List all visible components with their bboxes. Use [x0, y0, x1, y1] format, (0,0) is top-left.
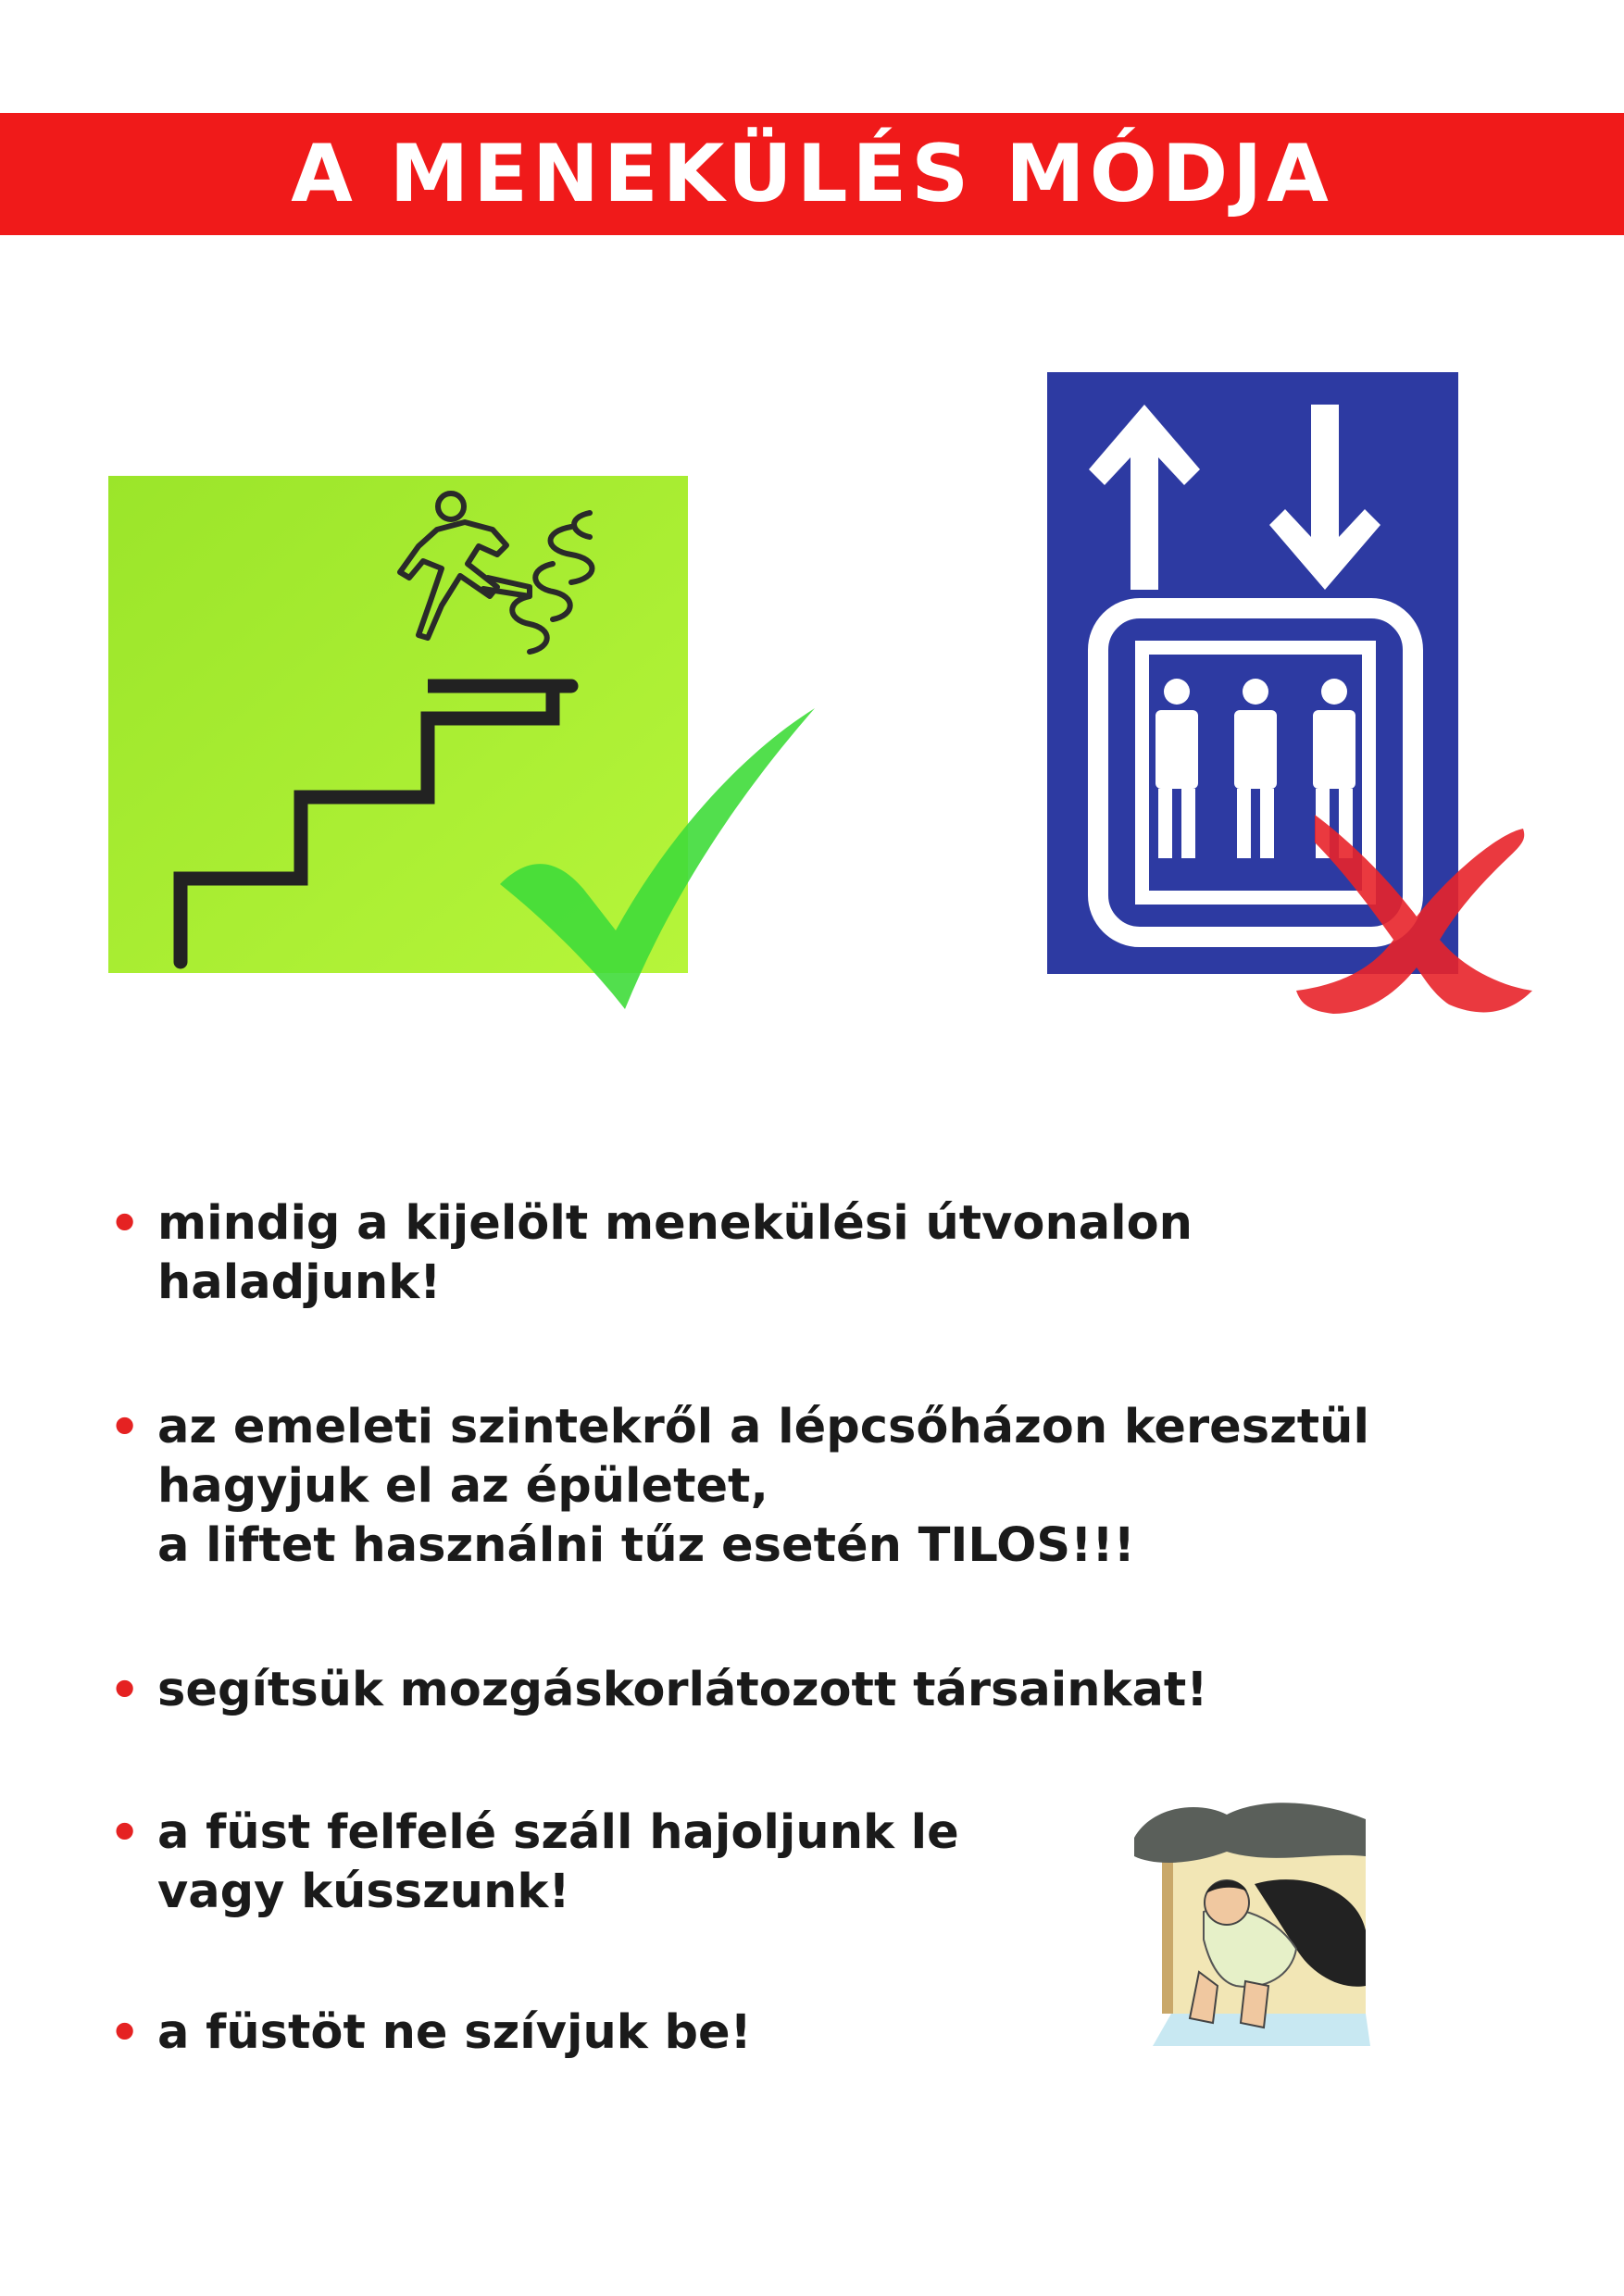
instruction-list	[109, 1194, 1517, 2063]
bullet-dot: •	[109, 1196, 141, 1252]
list-item: • segítsük mozgáskorlátozott társainkat!	[109, 1663, 1208, 1718]
list-item: • a füst felfelé száll hajoljunk le vagy kússzunk!	[109, 1805, 959, 1919]
bullet-dot: •	[109, 1805, 141, 1861]
bullet-dot: •	[109, 2005, 141, 2061]
title-banner	[0, 113, 1624, 235]
page-title: A MENEKÜLÉS MÓDJA	[291, 128, 1333, 220]
list-item: • a füstöt ne szívjuk be!	[109, 2005, 752, 2061]
cross-mark-icon	[1296, 805, 1537, 1018]
list-item: • az emeleti szintekről a lépcsőházon keresztül hagyjuk el az épületet, a liftet használni tűz esetén TILOS!!!	[109, 1400, 1369, 1573]
list-item: • mindig a kijelölt menekülési útvonalon haladjunk!	[109, 1196, 1193, 1310]
bullet-dot: •	[109, 1663, 141, 1718]
check-mark-icon	[491, 699, 824, 1018]
bullet-dot: •	[109, 1400, 141, 1455]
